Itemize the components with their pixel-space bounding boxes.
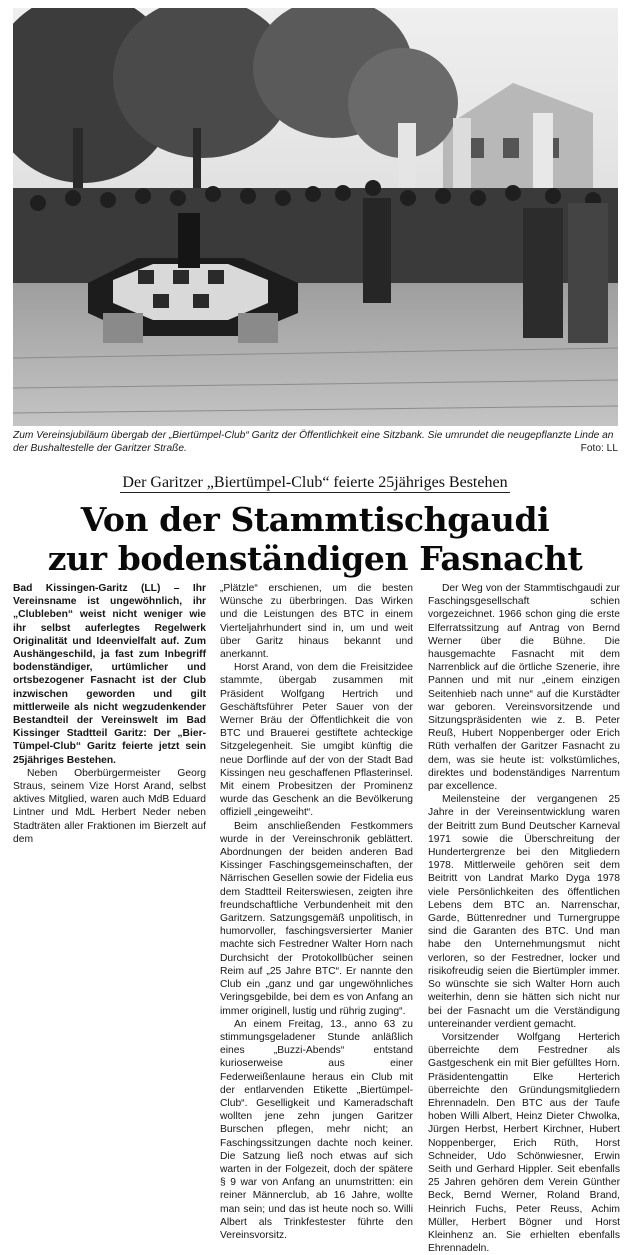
article-lead: Bad Kissingen-Garitz (LL) – Ihr Vereinsname ist ungewöhnlich, ihr „Clubleben“ weist nicht weniger wie ihr selbst auferlegtes Regelwerk Originalität und Ideenvielfalt auf. Zum Aushängeschild, ja fast zum Inbegriff bodenständiger, urtümlicher und ortsbezogener Fasnacht ist der Club inzwischen geworden und gilt mittlerweile als nicht wegzudenkender Bestandteil der Vereinswelt im Bad Kissinger Stadtteil Garitz: Der „Bier-Tümpel-Club“ Garitz feierte jetzt sein 25jähriges Bestehen. — [13, 583, 206, 766]
article-paragraph: Horst Arand, von dem die Freisitzidee stammte, übergab zusammen mit Präsident Wolfgang Hertrich und Geschäftsführer Peter Sauer von der Werner Bräu der Öffentlichkeit die von BTC und Brauerei gestiftete achteckige Sitzgelegenheit. Sie umgibt künftig die neue Dorflinde auf der von der Stadt Bad Kissingen neu geschaffenen Pflasterinsel. Mit einem Probesitzen der Prominenz wurde das Geschenk an die Bevölkerung offiziell „eingeweiht“. — [220, 662, 413, 819]
article-paragraph: Vorsitzender Wolfgang Herterich überreichte dem Festredner als Gastgeschenk ein mit Bier gefülltes Horn. Präsidentengattin Elke Herterich überreichte den Gründungsmitgliedern Ehrennadeln. Den BTC aus der Taufe hoben Willi Albert, Heinz Dieter Chwolka, Jürgen Herbst, Herbert Kirchner, Hubert Noppenberger, Erich Rüth, Horst Schneider, Udo Schönwiesner, Erwin Seith und Gerhard Hippler. Seit ebenfalls 25 Jahren gehören dem Verein Günther Beck, Bernd Werner, Roland Brand, Heinrich Fuchs, Peter Reuss, Achim Müller, Herbert Bögner und Horst Kleinhenz an. Sie erhielten ebenfalls Ehrennadeln. — [428, 1031, 620, 1255]
article-paragraph: An einem Freitag, 13., anno 63 zu stimmungsgeladener Stunde anläßlich eines „Buzzi-Abends“ entstand kurioserweise aus einer Federweißenlaune heraus ein Club mit der entlarvenden Etikette „Biertümpel-Club“. Geselligkeit und Kameradschaft wollten jene zehn jungen Garitzer Burschen pflegen, mehr nicht; an Faschingssitzungen dachte noch keiner. Die Satzung ließ noch etwas auf sich warten in der Folgezeit, doch der spätere § 9 war von Anfang an unumstritten: ein reiner Männerclub, ab 16 Jahre, wollte man sein; und das ist heute noch so. Willi Albert als Trinkfestester führte den Vereinsvorsitz. — [220, 1018, 413, 1241]
kicker — [0, 474, 630, 492]
photo-credit: Foto: LL — [580, 442, 618, 454]
article-paragraph: Neben Oberbürgermeister Georg Straus, seinem Vize Horst Arand, selbst aktives Mitglied, waren auch MdB Eduard Lintner und MdL Herbert Neder neben Stadträten aller Fraktionen im Bierzelt auf dem — [13, 767, 206, 845]
headline-line-1: Von der Stammtischgaudi — [80, 500, 550, 539]
article-column-2 — [220, 582, 413, 1242]
caption-text: Zum Vereinsjubiläum übergab der „Biertümpel-Club“ Garitz der Öffentlichkeit eine Sitzbank. Sie umrundet die neugepflanzte Linde an der Bushaltestelle der Garitzer Straße. — [13, 430, 614, 454]
headline-line-2: zur bodenständigen Fasnacht — [47, 539, 583, 578]
article-column-1 — [13, 582, 206, 846]
article-paragraph: „Plätzle“ erschienen, um die besten Wünsche zu überbringen. Das Wirken und die Leistungen des BTC in einem Vierteljahrhundert sind in, um und weit über Garitz hinaus bekannt und anerkannt. — [220, 583, 413, 661]
kicker-text: Der Garitzer „Biertümpel-Club“ feierte 25jähriges Bestehen — [122, 474, 508, 491]
article-photo — [13, 8, 618, 426]
article-paragraph: Beim anschließenden Festkommers wurde in der Vereinschronik geblättert. Abordnungen der beiden anderen Bad Kissinger Faschingsgemeinschaften, der Närrischen Gesellen sowie der Fidelia eus dem Stadtteil Reiterswiesen, zeigten ihre freundschaftliche Verbundenheit mit den Garitzern. Satzungsgemäß unpolitisch, in humorvoller, faschingsversierter Manier machte sich Festredner Walter Horn nach Durchsicht der Protokollbücher seinen Reim auf „25 Jahre BTC“. Er nannte den Club ein „ganz und gar ungewöhnliches Veringsgebilde, bei dem es von Anfang an immer originell, lustig und rührig zuging“. — [220, 820, 413, 1017]
article-paragraph: Der Weg von der Stammtischgaudi zur Faschingsgesellschaft schien vorgezeichnet. 1966 schon ging die erste Elferratssitzung auf Antrag von Bernd Werner über die Bühne. Die hausgemachte Fasnacht mit dem Narrenblick auf die örtliche Szenerie, ihre Pannen und mit nur „einem einzigen Seitenhieb nach unne“ auf die Kurstädter war geboren. Vereinsvorsitzende und Sitzungspräsidenten wie z. B. Peter Reuß, Hubert Noppenberger oder Erich Rüth verhalfen der Garitzer Fasnacht zu dem, was sie heute ist: volkstümliches, direktes und bodenständiges Narrentum par excellence. — [428, 583, 620, 793]
photo-caption — [13, 430, 618, 455]
article-column-3 — [428, 582, 620, 1255]
article-paragraph: Meilensteine der vergangenen 25 Jahre in der Vereinsentwicklung waren der Beitritt zum Bund Deutscher Karneval 1971 sowie die Überschreitung der Hundertergrenze bei den Mitgliedern 1978. Mittlerweile gehören seit dem Beitritt von Landrat Marko Dyga 1978 viele Persönlichkeiten des öffentlichen Lebens dem BTC an. Narrenschar, Garde, Büttenredner und Turnergruppe sind die Garanten des BTC. Und man habe den Unternehmungsmut nicht verloren, so der Festredner, locker und risikofreudig seien die Biertümpler immer. So wünschte sie sich Walter Horn auch weiterhin, denn sie hätten sich nicht nur bei der Fasnacht um die Verständigung untereinander verdient gemacht. — [428, 794, 620, 1030]
photo-illustration — [13, 8, 618, 426]
headline — [0, 500, 630, 578]
